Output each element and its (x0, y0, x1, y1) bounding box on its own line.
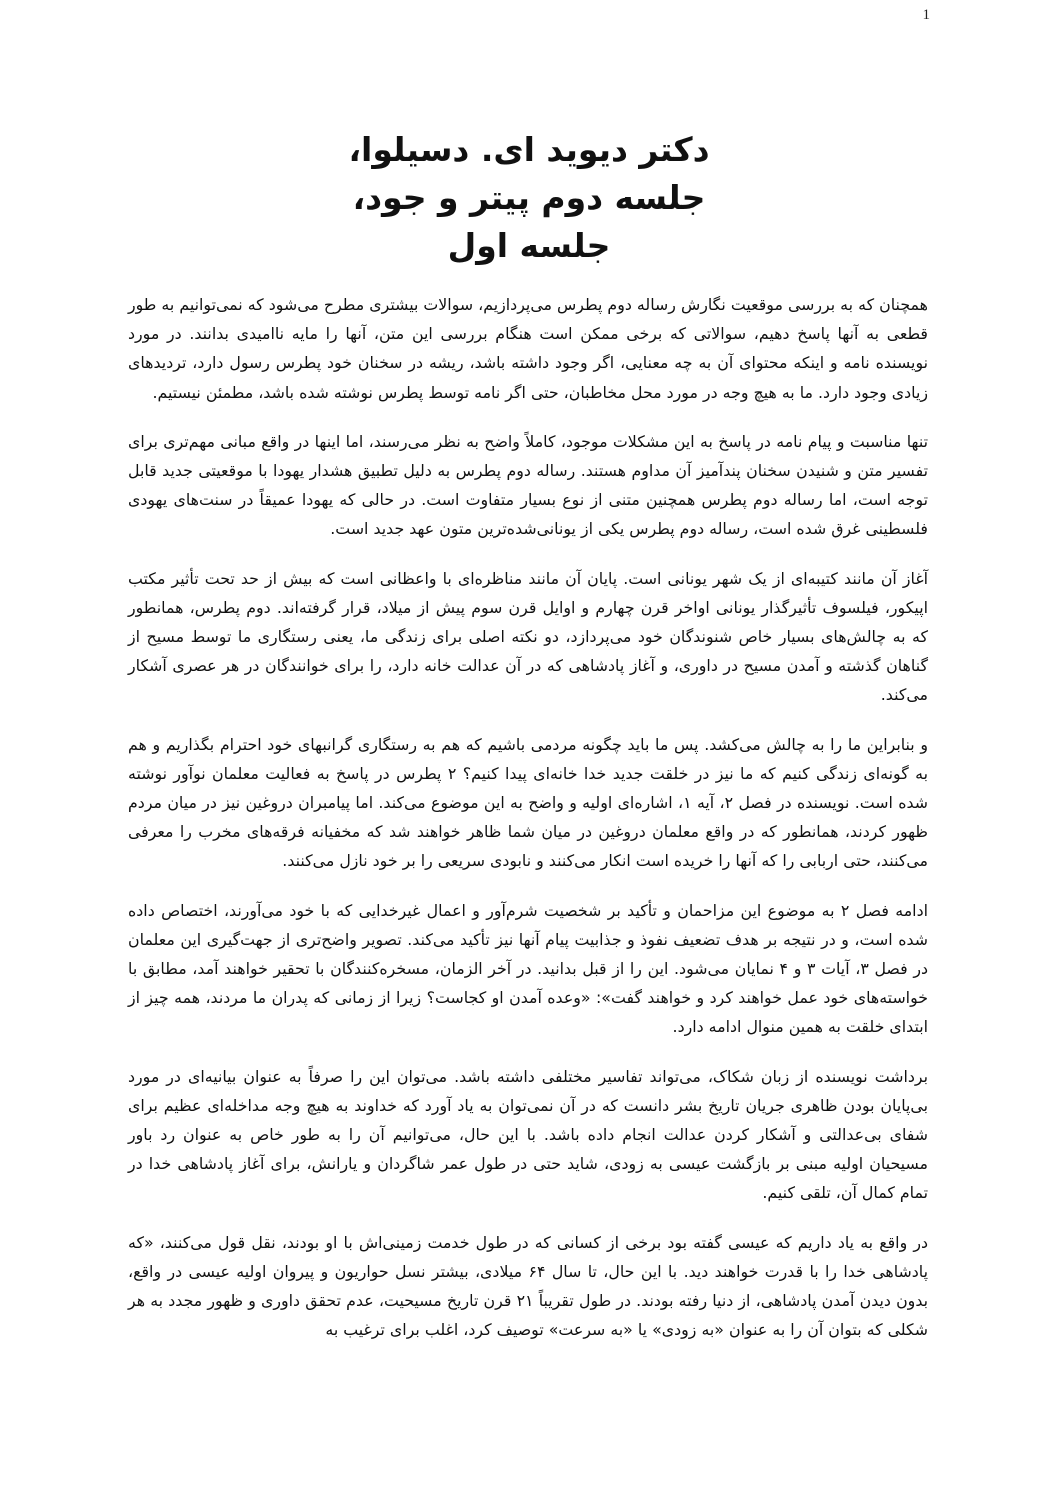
title-line-course: جلسه دوم پیتر و جود، (352, 178, 706, 217)
paragraph: برداشت نویسنده از زبان شکاک، می‌تواند تفاسیر مختلفی داشته باشد. می‌توان این را صرفاً به عنوان بیانیه‌ای در مورد بی‌پایان بودن ظاهری جریان تاریخ بشر دانست که در آن نمی‌توان به یاد آورد که خداوند به هیچ وجه مداخله‌ای عظیم برای شفای بی‌عدالتی و آشکار کردن عدالت انجام داده باشد. با این حال، می‌توانیم آن را به طور خاص به عنوان رد باور مسیحیان اولیه مبنی بر بازگشت عیسی به زودی، شاید حتی در طول عمر شاگردان و یارانش، برای آغاز پادشاهی خدا در تمام کمال آن، تلقی کنیم. (128, 1066, 928, 1203)
paragraph: آغاز آن مانند کتیبه‌ای از یک شهر یونانی است. پایان آن مانند مناظره‌ای با واعظانی است که بیش از حد تحت تأثیر مکتب اپیکور، فیلسوف تأثیرگذار یونانی اواخر قرن چهارم و اوایل قرن سوم پیش از میلاد، قرار گرفته‌اند. دوم پطرس، همانطور که به چالش‌های بسیار خاص شنوندگان خود می‌پردازد، دو نکته اصلی برای زندگی ما، یعنی رستگاری ما توسط مسیح از گناهان گذشته و آمدن مسیح در داوری، و آغاز پادشاهی که در آن عدالت خانه دارد، را برای خوانندگان در هر عصری آشکار می‌کند. (128, 568, 928, 705)
title-line-session: جلسه اول (447, 226, 611, 265)
paragraph: همچنان که به بررسی موقعیت نگارش رساله دوم پطرس می‌پردازیم، سوالات بیشتری مطرح می‌شود که نمی‌توانیم به طور قطعی به آنها پاسخ دهیم، سوالاتی که برخی ممکن است هنگام بررسی این متن، آنها را مایه ناامیدی بدانند. در مورد نویسنده نامه و اینکه محتوای آن به چه معنایی، اگر وجود داشته باشد، ریشه در سخنان خود پطرس رسول دارد، تردیدهای زیادی وجود دارد. ما به هیچ وجه در مورد محل مخاطبان، حتی اگر نامه توسط پطرس نوشته شده باشد، مطمئن نیستیم. (128, 295, 928, 402)
document-body (128, 290, 928, 1365)
paragraph: ادامه فصل ۲ به موضوع این مزاحمان و تأکید بر شخصیت شرم‌آور و اعمال غیرخدایی که با خود می‌آورند، اختصاص داده شده است، و در نتیجه بر هدف تضعیف نفوذ و جذابیت پیام آنها نیز تأکید می‌کند. تصویر واضح‌تری از جهت‌گیری این معلمان در فصل ۳، آیات ۳ و ۴ نمایان می‌شود. این را از قبل بدانید. در آخر الزمان، مسخره‌کنندگان با تحقیر خواهند آمد، مطابق با خواسته‌های خود عمل خواهند کرد و خواهند گفت»: «وعده آمدن او کجاست؟ زیرا از زمانی که پدران ما مردند، همه چیز از ابتدای خلقت به همین منوال ادامه دارد. (128, 900, 928, 1037)
document-title (130, 126, 928, 270)
paragraph: و بنابراین ما را به چالش می‌کشد. پس ما باید چگونه مردمی باشیم که هم به رستگاری گرانبهای خود احترام بگذاریم و هم به گونه‌ای زندگی کنیم که ما نیز در خلقت جدید خدا خانه‌ای پیدا کنیم؟ ۲ پطرس در پاسخ به فعالیت معلمان نوآور نوشته شده است. نویسنده در فصل ۲، آیه ۱، اشاره‌ای اولیه و واضح به این موضوع می‌کند. اما پیامبران دروغین نیز در میان مردم ظهور کردند، همانطور که در واقع معلمان دروغین در میان شما ظاهر خواهند شد که مخفیانه فرقه‌های مخرب را معرفی می‌کنند، حتی اربابی را که آنها را خریده است انکار می‌کنند و نابودی سریعی را بر خود نازل می‌کنند. (128, 734, 928, 871)
page-number: 1 (922, 7, 930, 23)
paragraph: در واقع به یاد داریم که عیسی گفته بود برخی از کسانی که در طول خدمت زمینی‌اش با او بودند، نقل قول می‌کنند، «که پادشاهی خدا را با قدرت خواهند دید. با این حال، تا سال ۶۴ میلادی، بیشتر نسل حواریون و پیروان اولیه عیسی در واقع، بدون دیدن آمدن پادشاهی، از دنیا رفته بودند. در طول تقریباً ۲۱ قرن تاریخ مسیحیت، عدم تحقق داوری و ظهور مجدد به هر شکلی که بتوان آن را به عنوان «به زودی» یا «به سرعت» توصیف کرد، اغلب برای ترغیب به (128, 1232, 929, 1340)
title-line-lecturer: دکتر دیوید ای. دسیلوا، (348, 130, 710, 169)
paragraph: تنها مناسبت و پیام نامه در پاسخ به این مشکلات موجود، کاملاً واضح به نظر می‌رسند، اما اینها در واقع مبانی مهم‌تری برای تفسیر متن و شنیدن سخنان پندآمیز آن مداوم هستند. رساله دوم پطرس به دلیل تطبیق هشدار یهودا با موقعیتی جدید قابل توجه است، اما رساله دوم پطرس همچنین متنی از نوع بسیار متفاوت است. در حالی که یهودا عمیقاً در سنت‌های یهودی فلسطینی غرق شده است، رساله دوم پطرس یکی از یونانی‌شده‌ترین متون عهد جدید است. (128, 431, 928, 539)
